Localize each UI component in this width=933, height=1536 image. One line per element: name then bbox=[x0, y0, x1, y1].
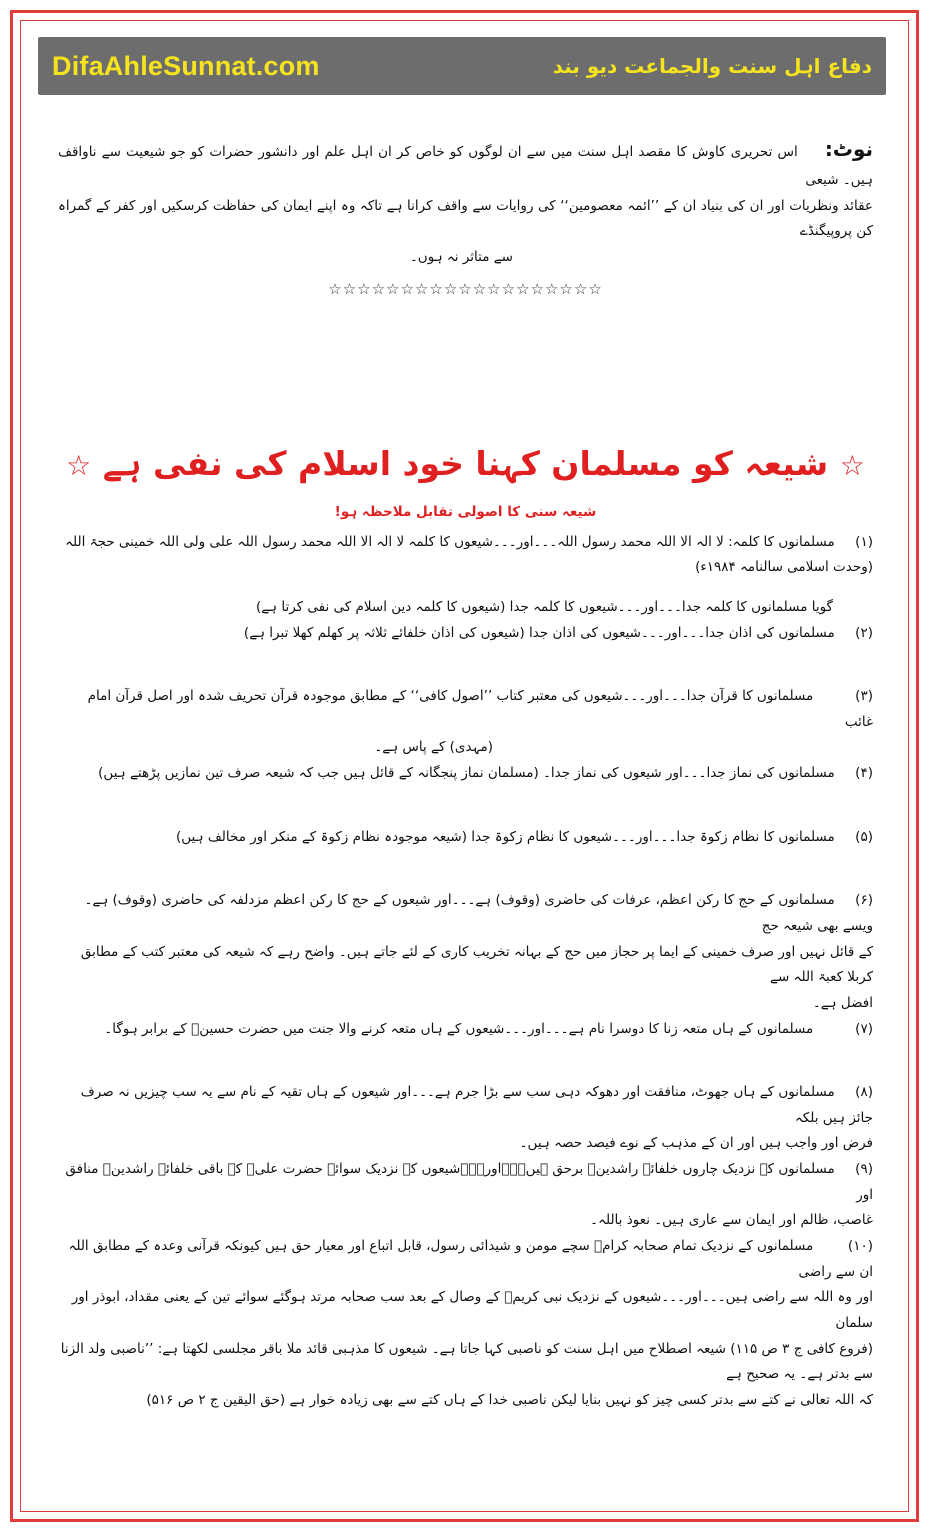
item-number: (۸) bbox=[855, 1084, 873, 1101]
document-body bbox=[58, 130, 873, 1414]
site-tagline: دفاع اہل سنت والجماعت دیو بند bbox=[552, 54, 872, 78]
note-line-3: سے متاثر نہ ہوں۔ bbox=[409, 248, 513, 265]
item-number: (۶) bbox=[855, 892, 873, 909]
item-number: (۲) bbox=[855, 624, 873, 641]
note-label: نوٹ: bbox=[824, 137, 873, 161]
item-text: افضل ہے۔ bbox=[812, 994, 873, 1011]
item-text: (فروع کافی ج ۳ ص ۱۱۵) شیعہ اصطلاح میں اہل سنت کو ناصبی کہا جاتا ہے۔ شیعوں کا مذہبی قائد ملا باقر مجلسی لکھتا ہے: ’’ناصبی ولد الزنا سے بدتر ہے۔ یہ صحیح ہے bbox=[60, 1340, 873, 1383]
item-number: (۱) bbox=[855, 533, 873, 550]
spacer bbox=[58, 581, 873, 595]
item-text: گویا مسلمانوں کا کلمہ جدا۔۔۔اور۔۔۔شیعوں کا کلمہ جدا (شیعوں کا کلمہ دین اسلام کی نفی کرتا ہے) bbox=[255, 598, 833, 615]
list-item bbox=[58, 888, 873, 1016]
note-line-1: اس تحریری کاوش کا مقصد اہل سنت میں سے ان لوگوں کو خاص کر ان اہل علم اور دانشور حضرات کو جو شیعیت سے ناواقف ہیں۔ شیعی bbox=[58, 144, 873, 188]
star-icon: ☆ bbox=[66, 449, 92, 483]
site-name[interactable]: DifaAhleSunnat.com bbox=[52, 50, 320, 81]
list-item bbox=[58, 1157, 873, 1234]
item-text: مسلمانوں کی اذان جدا۔۔۔اور۔۔۔شیعوں کی اذان جدا (شیعوں کی اذان خلفائے ثلاثہ پر کھلم کھلا تبرا ہے) bbox=[243, 624, 835, 641]
item-text: مسلمانوں کے نزدیک چاروں خلفائے راشدینؓ برحق ہیں۔۔۔اور۔۔۔شیعوں کے نزدیک سوائے حضرت علیؓ کے باقی خلفائے راشدینؓ منافق اور bbox=[65, 1161, 873, 1203]
item-text: مسلمانوں کے حج کا رکن اعظم، عرفات کی حاضری (وقوف) ہے۔۔۔اور شیعوں کے حج کا رکن اعظم مزدلفہ کی حاضری (وقوف) ہے۔ ویسے بھی شیعہ حج bbox=[84, 892, 873, 934]
item-text: اور وہ اللہ سے راضی ہیں۔۔۔اور۔۔۔شیعوں کے نزدیک نبی کریمؐ کے وصال کے بعد سب صحابہ مرتد ہوگئے سوائے تین کے یعنی مقداد، ابوذر اور سلمان bbox=[71, 1289, 873, 1331]
page-title bbox=[58, 443, 873, 486]
site-banner bbox=[38, 37, 886, 95]
item-text: (مہدی) کے پاس ہے۔ bbox=[374, 739, 493, 756]
note-section bbox=[58, 130, 873, 303]
spacer bbox=[58, 646, 873, 684]
stars-divider: ☆☆☆☆☆☆☆☆☆☆☆☆☆☆☆☆☆☆☆ bbox=[328, 279, 603, 298]
item-text: مسلمانوں کے نزدیک تمام صحابہ کرامؓ سچے مومن و شیدائی رسول، قابل اتباع اور معیار حق ہیں کیونکہ قرآنی وعدہ کے مطابق اللہ ان سے راضی bbox=[68, 1238, 873, 1280]
item-number: (۳) bbox=[855, 688, 873, 705]
list-item bbox=[58, 1017, 873, 1043]
item-number: (۹) bbox=[855, 1161, 873, 1178]
item-text: مسلمانوں کا نظام زکوۃ جدا۔۔۔اور۔۔۔شیعوں کا نظام زکوۃ جدا (شیعہ موجودہ نظام زکوۃ کے منکر اور مخالف ہیں) bbox=[176, 828, 835, 845]
item-text: کے قائل نہیں اور صرف خمینی کے ایما پر حجاز میں حج کے بہانہ تخریب کاری کے لئے جاتے ہیں۔ واضح رہے کہ شیعہ کی معتبر کتب کے مطابق کربلا کعبۃ اللہ سے bbox=[80, 943, 873, 986]
page-title-text: شیعہ کو مسلمان کہنا خود اسلام کی نفی ہے bbox=[102, 444, 829, 484]
list-item bbox=[58, 621, 873, 647]
item-text: فرض اور واجب ہیں اور ان کے مذہب کے نوے فیصد حصہ ہیں۔ bbox=[519, 1135, 873, 1152]
list-item bbox=[58, 825, 873, 851]
item-text: مسلمانوں کا قرآن جدا۔۔۔اور۔۔۔شیعوں کی معتبر کتاب ’’اصول کافی‘‘ کے مطابق موجودہ قرآن تحریف شدہ اور اصل قرآن امام غائب bbox=[87, 688, 873, 730]
list-item bbox=[58, 761, 873, 787]
spacer bbox=[58, 850, 873, 888]
list-item bbox=[58, 1234, 873, 1413]
item-text: مسلمانوں کی نماز جدا۔۔۔اور شیعوں کی نماز جدا۔ (مسلمان نماز پنجگانہ کے قائل ہیں جب کہ شیعہ صرف تین نمازیں پڑھتے ہیں) bbox=[98, 765, 835, 782]
item-number: (۷) bbox=[855, 1020, 873, 1037]
note-line-2: عقائد ونظریات اور ان کی بنیاد ان کے ’’ائمہ معصومین‘‘ کی روایات سے واقف کرانا ہے تاکہ وہ اپنے ایمان کی حفاظت کرسکیں اور کفر کے گمراہ کن پروپیگنڈے bbox=[58, 197, 873, 240]
spacer bbox=[58, 1042, 873, 1080]
item-text: مسلمانوں کے ہاں جھوٹ، منافقت اور دھوکہ دہی سب سے بڑا جرم ہے۔۔۔اور شیعوں کے ہاں تقیہ کے نام سے یہ سب چیزیں نہ صرف جائز ہیں بلکہ bbox=[80, 1084, 873, 1126]
list-item bbox=[58, 684, 873, 761]
star-icon: ☆ bbox=[839, 449, 865, 483]
list-item bbox=[58, 530, 873, 621]
page-subtitle: شیعہ سنی کا اصولی تقابل ملاحظہ ہو! bbox=[334, 503, 597, 520]
item-text: مسلمانوں کا کلمہ: لا الہ الا اللہ محمد رسول اللہ۔۔۔اور۔۔۔شیعوں کا کلمہ لا الہ الا اللہ محمد رسول اللہ علی ولی اللہ خمینی حجۃ اللہ (وحدت اسلامی سالنامہ ۱۹۸۴ء) bbox=[65, 533, 873, 576]
list-item bbox=[58, 1080, 873, 1157]
item-number: (۴) bbox=[855, 765, 873, 782]
spacer bbox=[58, 787, 873, 825]
comparison-list bbox=[58, 530, 873, 1414]
item-number: (۱۰) bbox=[847, 1238, 873, 1255]
item-text: کہ اللہ تعالی نے کتے سے بدتر کسی چیز کو نہیں بنایا لیکن ناصبی خدا کے ہاں کتے سے بھی زیادہ خوار ہے (حق الیقین ج ۲ ص ۵۱۶) bbox=[146, 1391, 873, 1408]
item-text: مسلمانوں کے ہاں متعہ زنا کا دوسرا نام ہے۔۔۔اور۔۔۔شیعوں کے ہاں متعہ کرنے والا جنت میں حضرت حسینؓ کے برابر ہوگا۔ bbox=[104, 1020, 814, 1037]
item-number: (۵) bbox=[855, 828, 873, 845]
item-text: غاصب، ظالم اور ایمان سے عاری ہیں۔ نعوذ باللہ۔ bbox=[590, 1212, 873, 1229]
